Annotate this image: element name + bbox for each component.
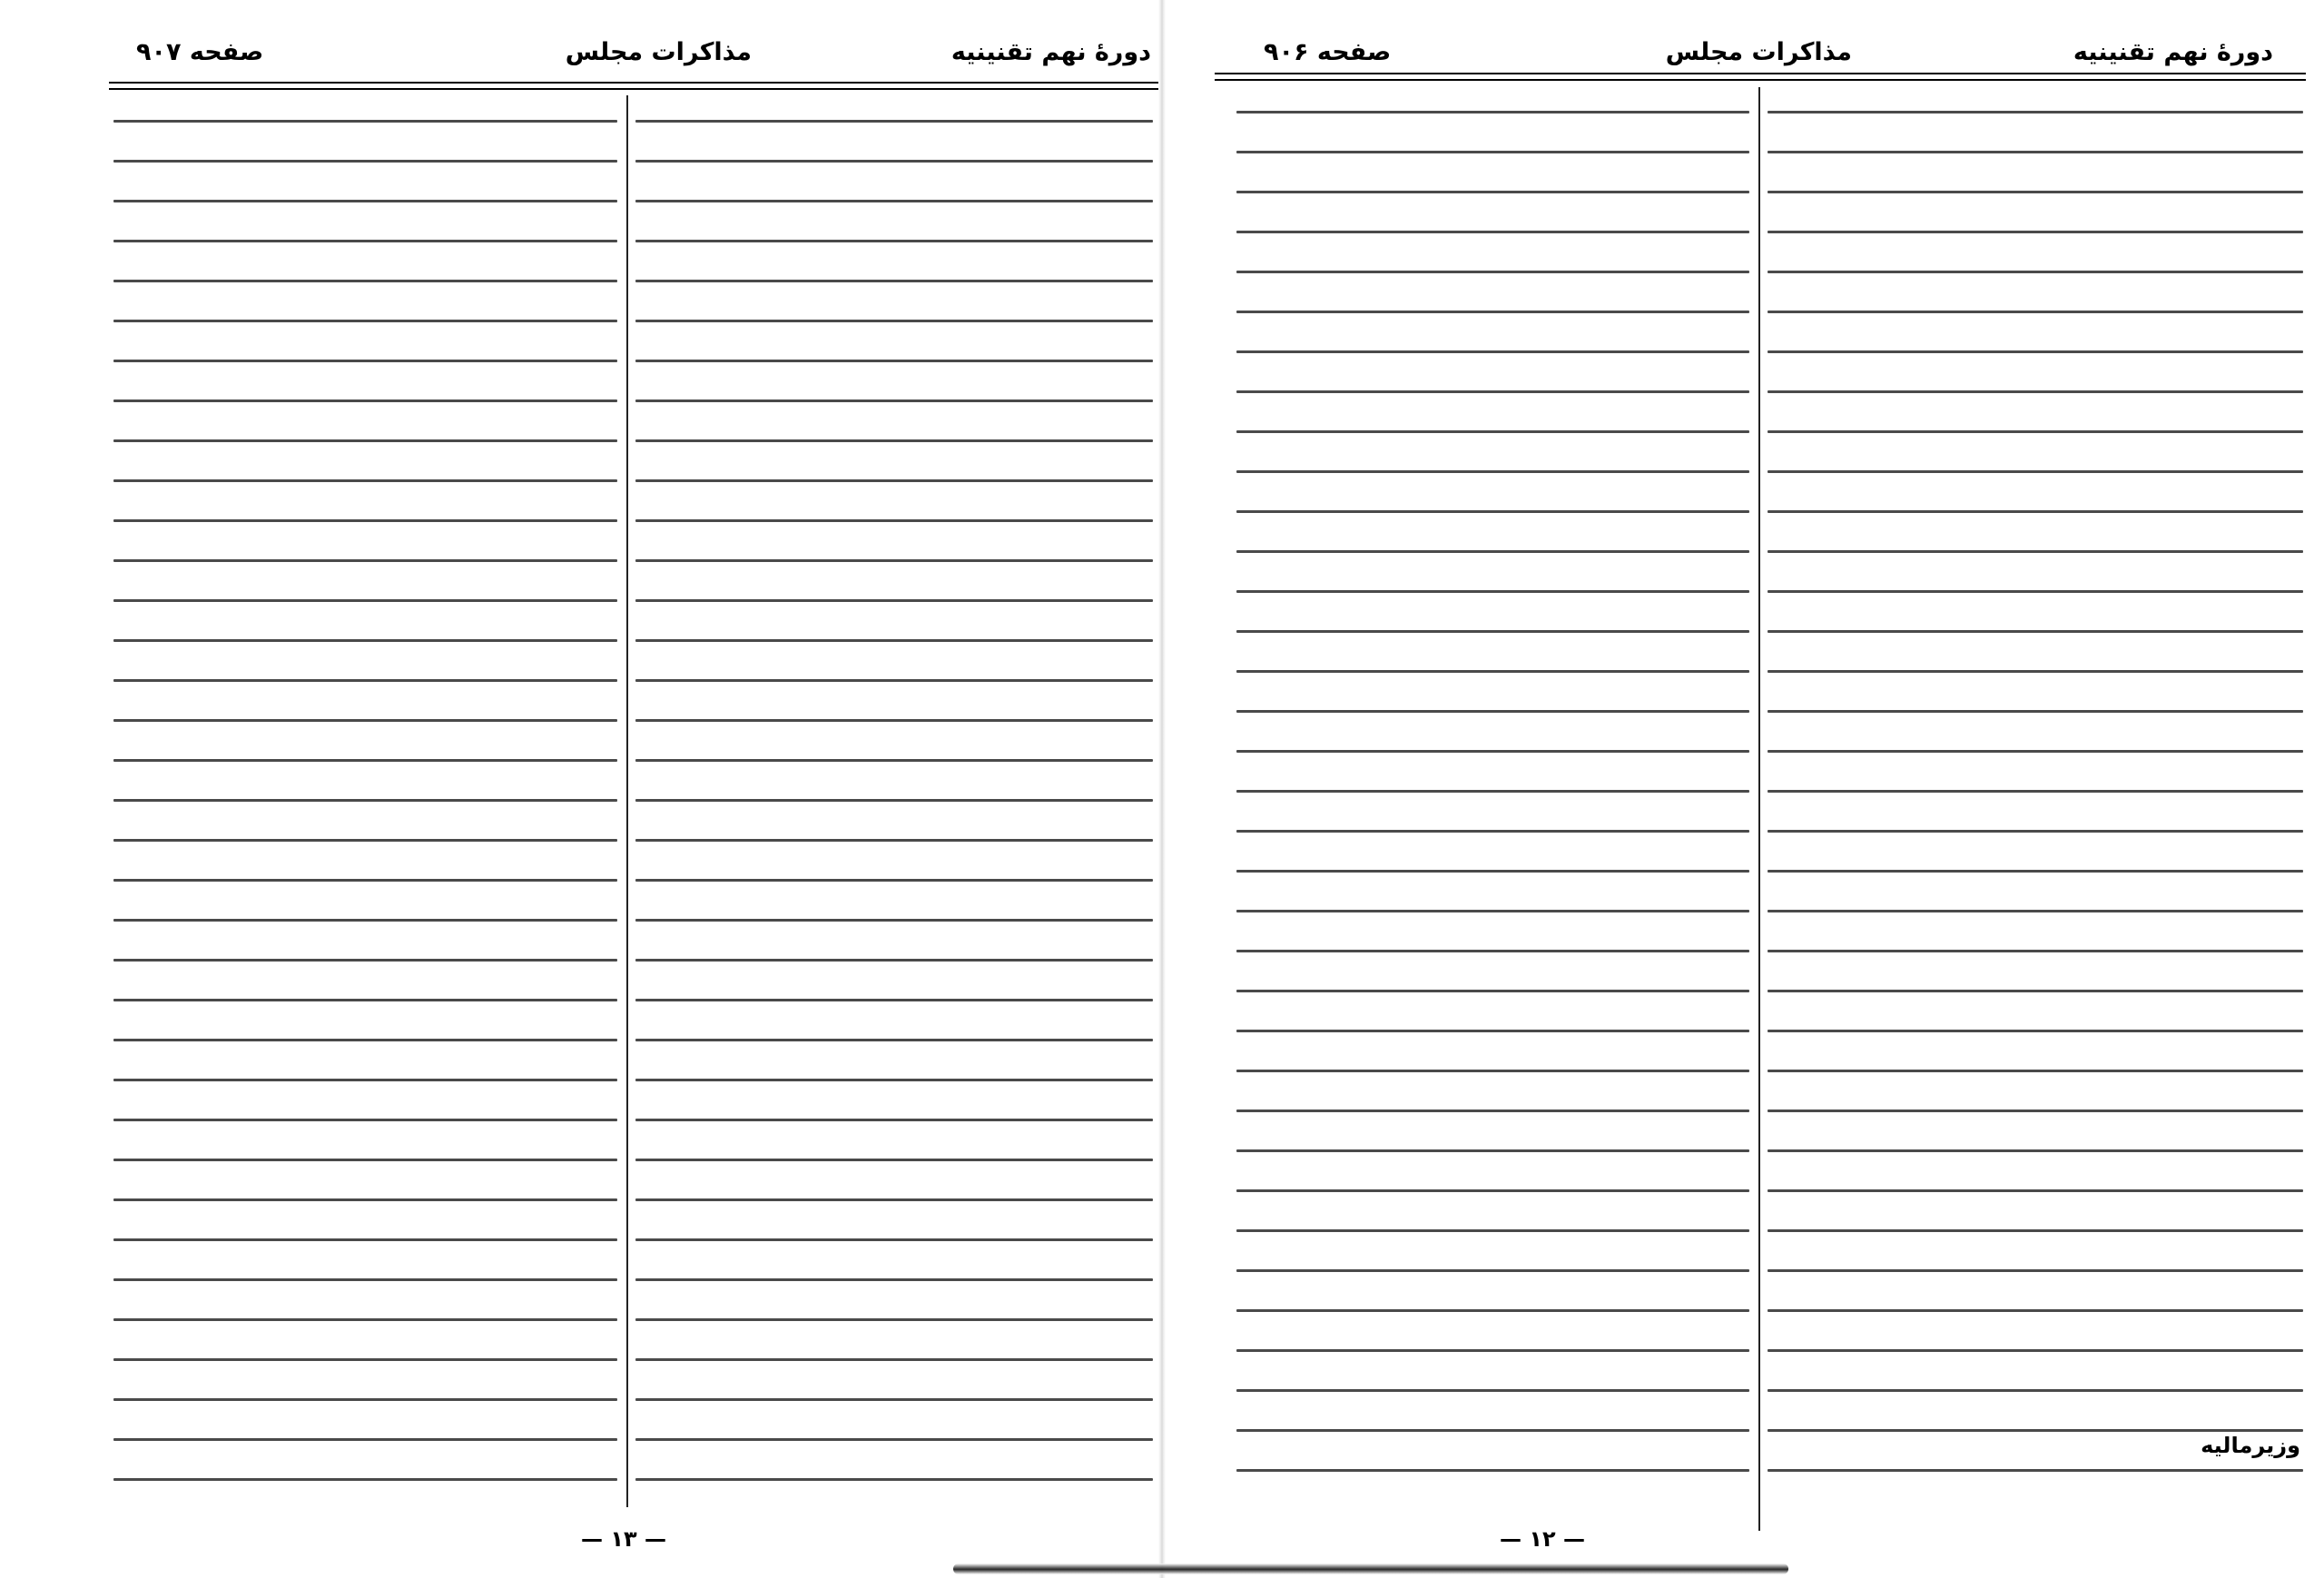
text-line — [1768, 1269, 2303, 1272]
text-line — [1236, 870, 1749, 873]
text-line — [113, 599, 617, 602]
text-line — [1236, 231, 1749, 233]
text-line — [1768, 950, 2303, 952]
text-line — [1236, 1269, 1749, 1272]
text-line — [113, 160, 617, 163]
text-line — [1236, 311, 1749, 313]
text-column-right — [1768, 91, 2303, 1503]
header-session: دورهٔ نهم تقنینیه — [2073, 38, 2273, 66]
text-line — [113, 959, 617, 962]
text-line — [113, 799, 617, 802]
text-line — [1236, 1030, 1749, 1032]
text-line — [635, 360, 1153, 362]
text-line — [113, 1398, 617, 1401]
header-page-label: صفحه ۹۰۶ — [1264, 38, 1392, 66]
text-line — [1236, 910, 1749, 912]
text-line — [1236, 1469, 1749, 1472]
text-line — [113, 1119, 617, 1121]
header-rule-secondary — [1215, 79, 2306, 81]
text-line — [1768, 870, 2303, 873]
text-line — [635, 120, 1153, 123]
text-line — [1768, 191, 2303, 193]
text-line — [635, 639, 1153, 642]
text-line — [1768, 750, 2303, 753]
text-line — [1236, 510, 1749, 513]
text-line — [635, 160, 1153, 163]
page-header — [0, 33, 1160, 80]
text-line — [1768, 550, 2303, 553]
text-line — [113, 919, 617, 922]
text-line — [1236, 1110, 1749, 1112]
text-line — [635, 200, 1153, 202]
text-line — [1236, 670, 1749, 673]
text-line — [635, 599, 1153, 602]
text-line — [1768, 910, 2303, 912]
text-line — [635, 1478, 1153, 1481]
text-line — [635, 1438, 1153, 1441]
text-line — [1236, 1349, 1749, 1352]
text-line — [635, 320, 1153, 322]
text-line — [1236, 1070, 1749, 1072]
text-line — [1768, 670, 2303, 673]
text-line — [113, 439, 617, 442]
page-number: — ۱۳ — — [581, 1526, 667, 1552]
text-line — [635, 1398, 1153, 1401]
text-line — [1236, 790, 1749, 793]
text-line — [635, 759, 1153, 762]
text-line — [113, 719, 617, 722]
text-line — [113, 479, 617, 482]
text-line — [1236, 1429, 1749, 1432]
text-column-left — [113, 100, 617, 1507]
text-line — [113, 639, 617, 642]
text-line — [1236, 590, 1749, 593]
text-line — [635, 1278, 1153, 1281]
page-906 — [1164, 0, 2324, 1578]
text-line — [635, 1358, 1153, 1361]
header-rule — [1215, 73, 2306, 74]
text-line — [113, 1238, 617, 1241]
text-line — [113, 1079, 617, 1081]
page-907 — [0, 0, 1160, 1578]
text-line — [1768, 630, 2303, 633]
text-line — [113, 1159, 617, 1161]
text-line — [1768, 830, 2303, 833]
text-line — [635, 719, 1153, 722]
text-line — [1768, 1229, 2303, 1232]
text-line — [635, 1039, 1153, 1041]
text-line — [1768, 1349, 2303, 1352]
text-line — [1236, 350, 1749, 353]
text-line — [635, 959, 1153, 962]
text-column-left — [1236, 91, 1749, 1503]
scan-edge-shadow — [953, 1563, 1788, 1574]
text-line — [113, 839, 617, 842]
header-title: مذاکرات مجلس — [1665, 38, 1852, 66]
header-page-label: صفحه ۹۰۷ — [136, 38, 264, 66]
text-line — [635, 1198, 1153, 1201]
text-line — [1768, 710, 2303, 713]
text-line — [113, 200, 617, 202]
text-line — [1768, 311, 2303, 313]
text-line — [635, 240, 1153, 242]
text-line — [113, 1198, 617, 1201]
text-line — [113, 1039, 617, 1041]
text-line — [113, 999, 617, 1001]
text-line — [1768, 231, 2303, 233]
text-line — [1768, 390, 2303, 393]
text-line — [1768, 1070, 2303, 1072]
text-line — [113, 1438, 617, 1441]
text-line — [113, 879, 617, 882]
text-line — [1768, 1189, 2303, 1192]
text-line — [1768, 1309, 2303, 1312]
text-line — [113, 759, 617, 762]
text-line — [1236, 390, 1749, 393]
text-line — [635, 1318, 1153, 1321]
text-line — [1236, 1309, 1749, 1312]
text-line — [1768, 271, 2303, 273]
text-line — [635, 399, 1153, 402]
text-line — [113, 320, 617, 322]
text-line — [1236, 630, 1749, 633]
header-rule — [109, 82, 1160, 84]
text-line — [635, 1238, 1153, 1241]
text-line — [1768, 1429, 2303, 1432]
text-line — [635, 799, 1153, 802]
text-line — [113, 1278, 617, 1281]
text-line — [1236, 710, 1749, 713]
text-line — [1236, 1189, 1749, 1192]
text-line — [1236, 550, 1749, 553]
text-line — [635, 919, 1153, 922]
text-line — [1236, 470, 1749, 473]
header-rule-secondary — [109, 88, 1160, 90]
text-line — [1236, 750, 1749, 753]
text-line — [1236, 111, 1749, 113]
text-line — [1236, 191, 1749, 193]
text-line — [1236, 1389, 1749, 1392]
page-number: — ۱۲ — — [1500, 1526, 1586, 1552]
text-line — [1768, 430, 2303, 433]
text-line — [1236, 1229, 1749, 1232]
column-separator — [1758, 87, 1760, 1531]
text-line — [113, 519, 617, 522]
text-line — [1768, 151, 2303, 153]
text-line — [1236, 990, 1749, 992]
text-line — [113, 280, 617, 282]
text-column-right — [635, 100, 1153, 1507]
text-line — [1768, 990, 2303, 992]
text-line — [635, 1119, 1153, 1121]
text-line — [113, 1358, 617, 1361]
text-line — [113, 559, 617, 562]
text-line — [1768, 1389, 2303, 1392]
text-line — [113, 679, 617, 682]
text-line — [1768, 1149, 2303, 1152]
text-line — [635, 439, 1153, 442]
text-line — [1768, 470, 2303, 473]
text-line — [1236, 271, 1749, 273]
text-line — [635, 839, 1153, 842]
text-line — [635, 1159, 1153, 1161]
text-line — [635, 999, 1153, 1001]
text-line — [635, 519, 1153, 522]
text-line — [635, 559, 1153, 562]
text-line — [113, 240, 617, 242]
speaker-label: وزیرمالیه — [2201, 1433, 2300, 1458]
text-line — [1236, 950, 1749, 952]
text-line — [1768, 1469, 2303, 1472]
text-line — [1236, 830, 1749, 833]
text-line — [1768, 790, 2303, 793]
header-session: دورهٔ نهم تقنینیه — [950, 38, 1151, 66]
text-line — [1236, 430, 1749, 433]
text-line — [1236, 151, 1749, 153]
text-line — [1768, 111, 2303, 113]
text-line — [1768, 590, 2303, 593]
text-line — [635, 479, 1153, 482]
text-line — [635, 280, 1153, 282]
text-line — [1768, 1030, 2303, 1032]
text-line — [1768, 510, 2303, 513]
column-separator — [626, 95, 628, 1507]
text-line — [635, 879, 1153, 882]
text-line — [113, 1318, 617, 1321]
text-line — [113, 1478, 617, 1481]
text-line — [1236, 1149, 1749, 1152]
text-line — [635, 1079, 1153, 1081]
header-title: مذاکرات مجلس — [565, 38, 752, 66]
text-line — [113, 399, 617, 402]
text-line — [113, 120, 617, 123]
text-line — [113, 360, 617, 362]
text-line — [1768, 1110, 2303, 1112]
text-line — [1768, 350, 2303, 353]
text-line — [635, 679, 1153, 682]
